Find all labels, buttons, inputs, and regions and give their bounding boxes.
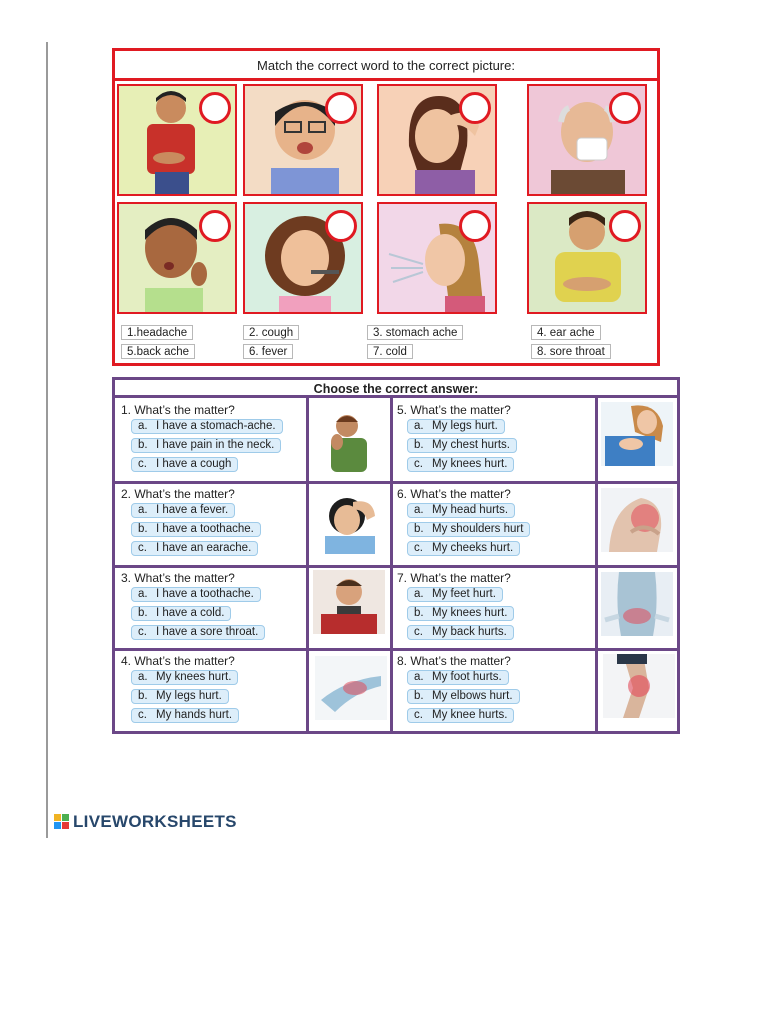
picture-woman-sneezing <box>377 202 497 314</box>
answer-option-c[interactable]: c. My knee hurts. <box>407 708 514 723</box>
word-option-4[interactable]: 4. ear ache <box>531 325 601 340</box>
photo-boy-headache <box>313 490 385 554</box>
question-text: 8. What’s the matter? <box>397 654 511 668</box>
word-option-6[interactable]: 6. fever <box>243 344 293 359</box>
answer-circle-1[interactable] <box>199 92 231 124</box>
logo-squares-icon <box>54 814 70 830</box>
question-text: 1. What’s the matter? <box>121 403 235 417</box>
answer-circle-3[interactable] <box>459 92 491 124</box>
word-option-2[interactable]: 2. cough <box>243 325 299 340</box>
grid-divider <box>115 481 677 484</box>
question-8 <box>393 652 581 732</box>
photo-man-sore-throat <box>313 570 385 634</box>
answer-circle-2[interactable] <box>325 92 357 124</box>
multiple-choice-exercise <box>112 377 680 734</box>
photo-boy-coughing <box>313 408 385 472</box>
answer-option-b[interactable]: b. I have a cold. <box>131 606 231 621</box>
photo-knee-pain <box>603 654 675 718</box>
answer-circle-5[interactable] <box>199 210 231 242</box>
photo-shoulder-pain <box>601 488 673 552</box>
answer-option-a[interactable]: a. I have a fever. <box>131 503 235 518</box>
word-option-5[interactable]: 5.back ache <box>121 344 195 359</box>
photo-back-pain <box>601 572 673 636</box>
picture-man-cold <box>527 84 647 196</box>
question-text: 3. What’s the matter? <box>121 571 235 585</box>
answer-circle-7[interactable] <box>459 210 491 242</box>
liveworksheets-logo <box>54 812 237 832</box>
question-7 <box>393 569 581 649</box>
question-2 <box>117 485 305 565</box>
answer-option-a[interactable]: a. My feet hurt. <box>407 587 503 602</box>
answer-option-b[interactable]: b. I have pain in the neck. <box>131 438 281 453</box>
question-text: 2. What’s the matter? <box>121 487 235 501</box>
answer-circle-6[interactable] <box>325 210 357 242</box>
grid-divider <box>115 565 677 568</box>
logo-text: LIVEWORKSHEETS <box>73 812 237 831</box>
page-margin-rule <box>46 42 48 838</box>
answer-option-a[interactable]: a. My foot hurts. <box>407 670 509 685</box>
question-text: 7. What’s the matter? <box>397 571 511 585</box>
answer-option-c[interactable]: c. I have a cough <box>131 457 238 472</box>
answer-option-b[interactable]: b. My legs hurt. <box>131 689 229 704</box>
answer-option-b[interactable]: b. My chest hurts. <box>407 438 517 453</box>
picture-boy-earache <box>117 202 237 314</box>
answer-option-a[interactable]: a. I have a stomach-ache. <box>131 419 283 434</box>
question-text: 6. What’s the matter? <box>397 487 511 501</box>
quiz-title: Choose the correct answer: <box>115 380 677 398</box>
answer-option-c[interactable]: c. I have an earache. <box>131 541 258 556</box>
question-5 <box>393 401 581 481</box>
answer-option-a[interactable]: a. I have a toothache. <box>131 587 261 602</box>
matching-title: Match the correct word to the correct picture: <box>115 51 657 81</box>
photo-hand-pain <box>315 656 387 720</box>
picture-boy-holding-stomach <box>117 84 237 196</box>
question-6 <box>393 485 581 565</box>
question-text: 4. What’s the matter? <box>121 654 235 668</box>
answer-circle-8[interactable] <box>609 210 641 242</box>
answer-option-a[interactable]: a. My knees hurt. <box>131 670 238 685</box>
answer-option-c[interactable]: c. My hands hurt. <box>131 708 239 723</box>
answer-option-c[interactable]: c. My back hurts. <box>407 625 514 640</box>
answer-option-a[interactable]: a. My legs hurt. <box>407 419 505 434</box>
picture-boy-coughing <box>243 84 363 196</box>
picture-girl-fever <box>243 202 363 314</box>
question-3 <box>117 569 305 649</box>
matching-exercise <box>112 48 660 366</box>
answer-option-b[interactable]: b. I have a toothache. <box>131 522 261 537</box>
word-option-8[interactable]: 8. sore throat <box>531 344 611 359</box>
word-option-7[interactable]: 7. cold <box>367 344 413 359</box>
answer-option-c[interactable]: c. My knees hurt. <box>407 457 514 472</box>
picture-woman-headache <box>377 84 497 196</box>
answer-option-c[interactable]: c. I have a sore throat. <box>131 625 265 640</box>
answer-option-c[interactable]: c. My cheeks hurt. <box>407 541 520 556</box>
answer-option-a[interactable]: a. My head hurts. <box>407 503 515 518</box>
picture-boy-stomachache <box>527 202 647 314</box>
photo-woman-chest-pain <box>601 402 673 466</box>
question-text: 5. What’s the matter? <box>397 403 511 417</box>
answer-option-b[interactable]: b. My elbows hurt. <box>407 689 520 704</box>
question-1 <box>117 401 305 481</box>
question-4 <box>117 652 305 732</box>
word-option-1[interactable]: 1.headache <box>121 325 193 340</box>
word-option-3[interactable]: 3. stomach ache <box>367 325 463 340</box>
answer-circle-4[interactable] <box>609 92 641 124</box>
answer-option-b[interactable]: b. My knees hurt. <box>407 606 514 621</box>
answer-option-b[interactable]: b. My shoulders hurt <box>407 522 530 537</box>
